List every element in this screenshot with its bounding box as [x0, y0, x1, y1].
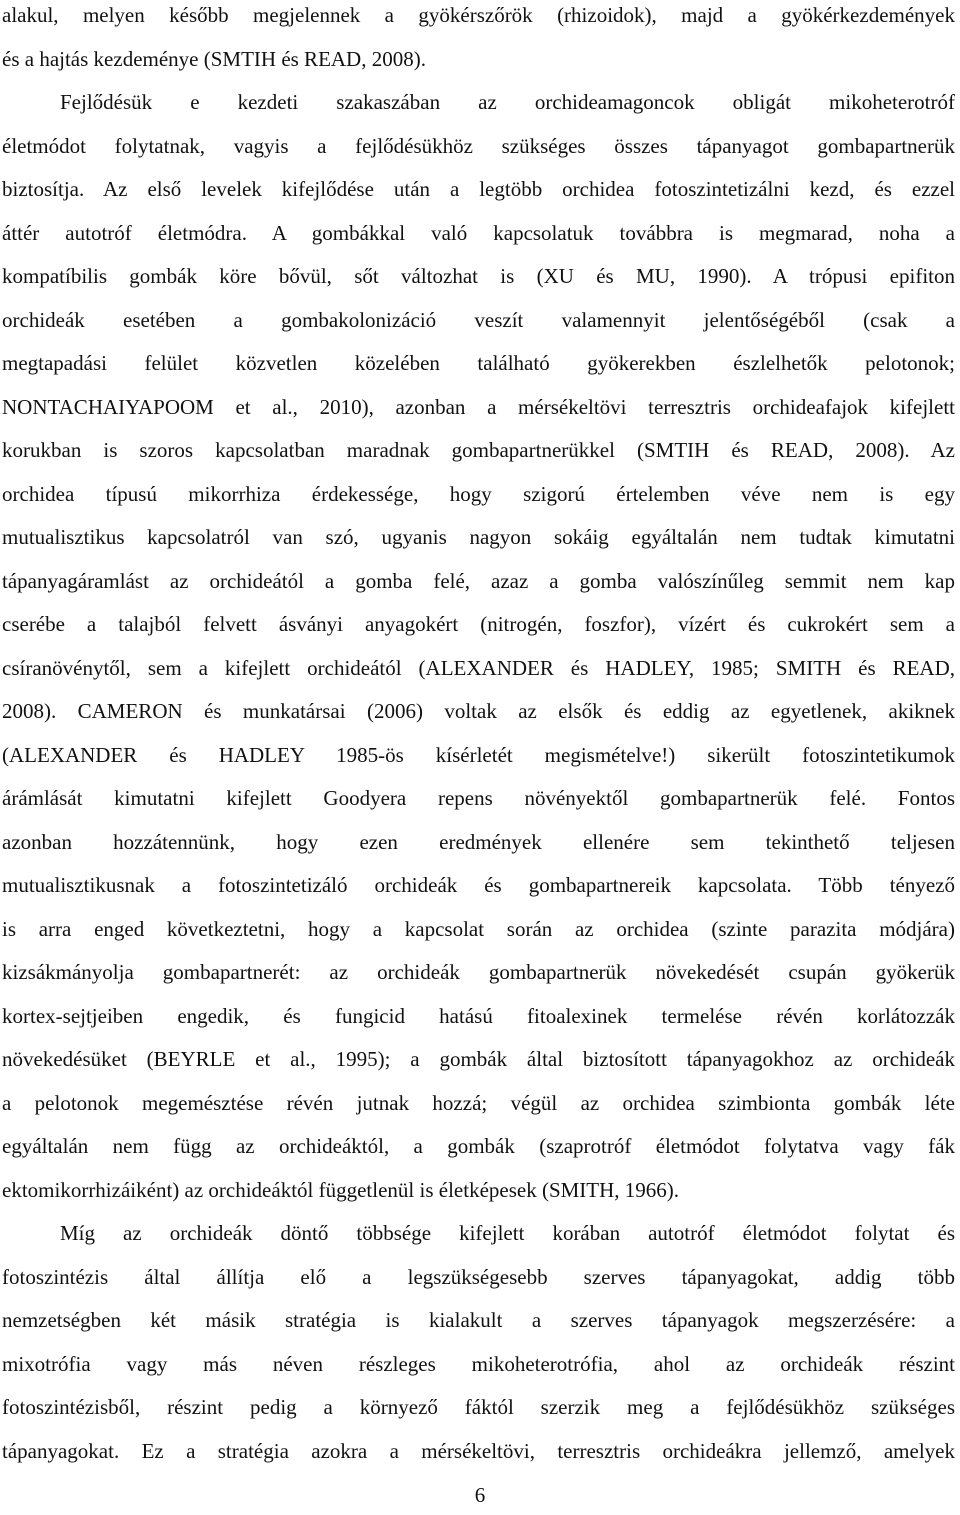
text-line: és a hajtás kezdeménye (SMTIH és READ, 2008).: [2, 46, 426, 71]
text-line: fotoszintézis által állítja elő a legszükségesebb szerves tápanyagokat, addig több: [2, 1264, 955, 1289]
text-line: csíranövénytől, sem a kifejlett orchideától (ALEXANDER és HADLEY, 1985; SMITH és READ,: [2, 655, 955, 680]
text-line: életmódot folytatnak, vagyis a fejlődésükhöz szükséges összes tápanyagot gombapartnerük: [2, 133, 955, 158]
text-line: egyáltalán nem függ az orchideáktól, a gombák (szaprotróf életmódot folytatva vagy fák: [2, 1134, 955, 1158]
text-line: árámlását kimutatni kifejlett Goodyera repens növényektől gombapartnerük felé. Fontos: [2, 786, 955, 810]
text-line: is arra enged következtetni, hogy a kapcsolat során az orchidea (szinte parazita módjára): [2, 916, 955, 941]
text-line: orchidea típusú mikorrhiza érdekessége, hogy szigorú értelemben véve nem is egy: [2, 481, 955, 506]
text-line: a pelotonok megemésztése révén jutnak hozzá; végül az orchidea szimbionta gombák léte: [2, 1090, 955, 1115]
page-number: 6: [474, 1483, 486, 1507]
text-line: Míg az orchideák döntő többsége kifejlett korában autotróf életmódot folytat és: [60, 1221, 955, 1245]
text-line: azonban hozzátennünk, hogy ezen eredmények ellenére sem tekinthető teljesen: [2, 829, 955, 854]
text-line: orchideák esetében a gombakolonizáció veszít valamennyit jelentőségéből (csak a: [2, 307, 955, 332]
text-line: mutualisztikusnak a fotoszintetizáló orchideák és gombapartnereik kapcsolata. Több tényező: [2, 873, 955, 897]
text-line: tápanyagokat. Ez a stratégia azokra a mérsékeltövi, terresztris orchideákra jellemző, amelyek: [2, 1438, 955, 1463]
text-line: (ALEXANDER és HADLEY 1985-ös kísérletét megismételve!) sikerült fotoszintetikumok: [2, 742, 955, 767]
text-line: áttér autotróf életmódra. A gombákkal való kapcsolatuk továbbra is megmarad, noha a: [2, 220, 955, 245]
text-line: mutualisztikus kapcsolatról van szó, ugyanis nagyon sokáig egyáltalán nem tudtak kimutatni: [2, 525, 955, 549]
text-line: 2008). CAMERON és munkatársai (2006) voltak az elsők és eddig az egyetlenek, akiknek: [2, 699, 955, 723]
text-line: nemzetségben két másik stratégia is kialakult a szerves tápanyagok megszerzésére: a: [2, 1308, 955, 1332]
text-line: kizsákmányolja gombapartnerét: az orchideák gombapartnerük növekedését csupán gyökerük: [2, 960, 955, 984]
text-line: Fejlődésük e kezdeti szakaszában az orchideamagoncok obligát mikoheterotróf: [60, 90, 955, 114]
text-line: fotoszintézisből, részint pedig a környező fáktól szerzik meg a fejlődésükhöz szükséges: [2, 1395, 955, 1419]
text-line: NONTACHAIYAPOOM et al., 2010), azonban a mérsékeltövi terresztris orchideafajok kifejlett: [2, 394, 955, 419]
text-line: korukban is szoros kapcsolatban maradnak gombapartnerükkel (SMTIH és READ, 2008). Az: [2, 438, 955, 462]
text-line: növekedésüket (BEYRLE et al., 1995); a gombák által biztosított tápanyagokhoz az orchideák: [2, 1047, 955, 1071]
paragraph-1: [2, 0, 955, 81]
body-text: [2, 0, 955, 1473]
text-line: kortex-sejtjeiben engedik, és fungicid hatású fitoalexinek termelése révén korlátozzák: [2, 1003, 955, 1028]
text-line: mixotrófia vagy más néven részleges mikoheterotrófia, ahol az orchideák részint: [2, 1351, 955, 1376]
text-line: alakul, melyen később megjelennek a gyökérszőrök (rhizoidok), majd a gyökérkezdemények: [2, 3, 955, 27]
text-line: biztosítja. Az első levelek kifejlődése után a legtöbb orchidea fotoszintetizálni kezd, és ezzel: [2, 177, 955, 201]
text-line: megtapadási felület közvetlen közelében található gyökerekben észlelhetők pelotonok;: [2, 351, 955, 375]
text-line: cserébe a talajból felvett ásványi anyagokért (nitrogén, foszfor), vízért és cukrokért sem a: [2, 612, 955, 636]
text-line: kompatíbilis gombák köre bővül, sőt változhat is (XU és MU, 1990). A trópusi epifiton: [2, 264, 955, 288]
text-line: tápanyagáramlást az orchideától a gomba felé, azaz a gomba valószínűleg semmit nem kap: [2, 568, 955, 593]
paragraph-2: [2, 81, 955, 1212]
paragraph-3: [2, 1212, 955, 1473]
text-line: ektomikorrhizáiként) az orchideáktól függetlenül is életképesek (SMITH, 1966).: [2, 1177, 680, 1202]
